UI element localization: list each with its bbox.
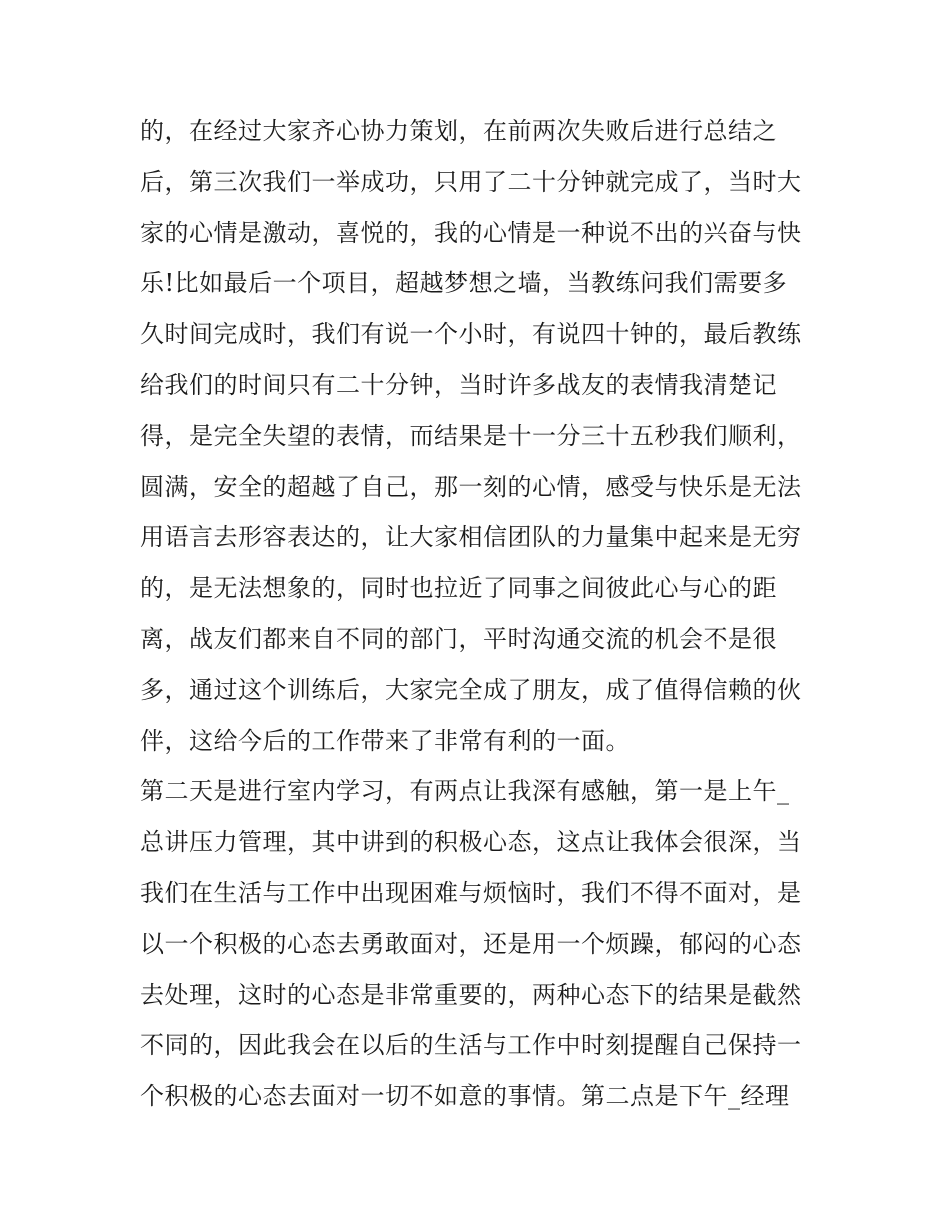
text-line-15: 总讲压力管理，其中讲到的积极心态，这点让我体会很深，当 [140,828,802,857]
text-line-9: 用语言去形容表达的，让大家相信团队的力量集中起来是无穷 [140,523,802,552]
text-line-5: 久时间完成时，我们有说一个小时，有说四十钟的，最后教练 [140,320,802,349]
text-line-14: 第二天是进行室内学习，有两点让我深有感触，第一是上午_ [140,777,790,806]
text-line-13: 伴，这给今后的工作带来了非常有利的一面。 [140,726,630,755]
text-line-3: 家的心情是激动，喜悦的，我的心情是一种说不出的兴奋与快 [140,218,802,247]
text-line-16: 我们在生活与工作中出现困难与烦恼时，我们不得不面对，是 [140,878,802,907]
text-line-18: 去处理，这时的心态是非常重要的，两种心态下的结果是截然 [140,980,802,1009]
text-line-4: 乐!比如最后一个项目，超越梦想之墙，当教练问我们需要多 [140,269,788,298]
text-line-8: 圆满，安全的超越了自己，那一刻的心情，感受与快乐是无法 [140,472,802,501]
text-line-20: 个积极的心态去面对一切不如意的事情。第二点是下午_经理 [140,1082,790,1111]
text-line-1: 的，在经过大家齐心协力策划，在前两次失败后进行总结之 [140,117,777,145]
text-line-19: 不同的，因此我会在以后的生活与工作中时刻提醒自己保持一 [140,1031,802,1060]
text-line-2: 后，第三次我们一举成功，只用了二十分钟就完成了，当时大 [140,167,802,196]
body-text [140,106,830,1122]
text-line-12: 多，通过这个训练后，大家完全成了朋友，成了值得信赖的伙 [140,675,802,704]
text-line-11: 离，战友们都来自不同的部门，平时沟通交流的机会不是很 [140,624,777,653]
text-line-17: 以一个积极的心态去勇敢面对，还是用一个烦躁，郁闷的心态 [140,929,802,958]
text-line-6: 给我们的时间只有二十分钟，当时许多战友的表情我清楚记 [140,370,777,399]
text-line-7: 得，是完全失望的表情，而结果是十一分三十五秒我们顺利， [140,421,802,450]
text-line-10: 的，是无法想象的，同时也拉近了同事之间彼此心与心的距 [140,574,777,603]
